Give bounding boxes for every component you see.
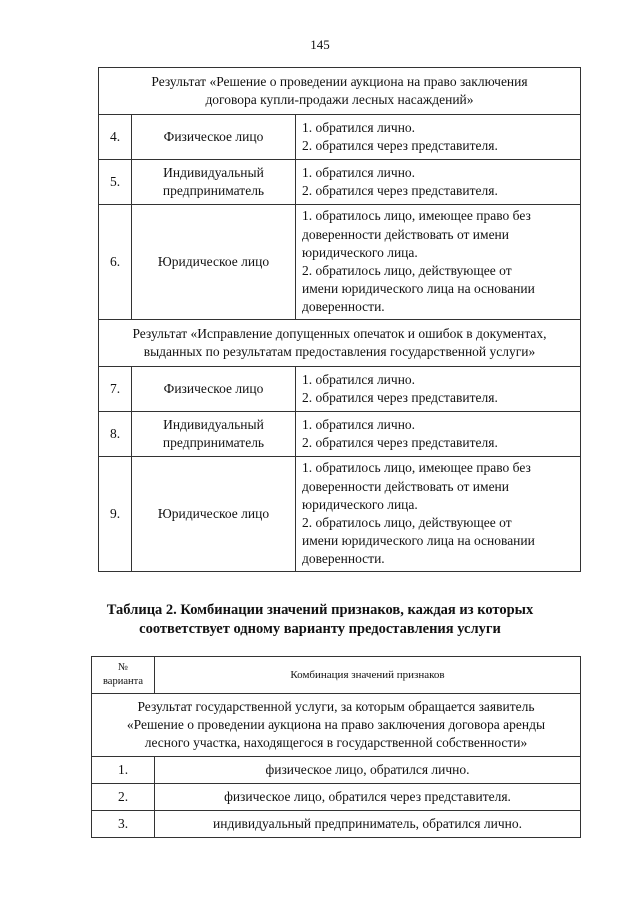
result-line: Результат «Исправление допущенных опечаток и ошибок в документах, <box>132 325 547 341</box>
table-row <box>99 457 581 572</box>
header-combination: Комбинация значений признаков <box>155 657 581 694</box>
applicant-cell <box>132 205 296 320</box>
table-row <box>99 115 581 160</box>
combinations-table <box>91 656 581 838</box>
applicant-line: предприниматель <box>162 183 265 198</box>
method-cell <box>296 160 581 205</box>
method-line: 2. обратился через представителя. <box>302 138 498 153</box>
method-line: юридического лица. <box>302 244 418 260</box>
applicant-cell <box>132 412 296 457</box>
row-number: 7. <box>99 367 132 412</box>
method-line: 2. обратилось лицо, действующее от <box>302 515 512 530</box>
table-row <box>99 412 581 457</box>
method-line: доверенности действовать от имени <box>302 478 510 494</box>
result-row <box>92 694 581 757</box>
method-line: 2. обратился через представителя. <box>302 183 498 198</box>
applicant-line: Физическое лицо <box>163 380 264 396</box>
method-line: 1. обратился лично. <box>302 119 416 135</box>
method-line: 1. обратилось лицо, имеющее право без <box>302 460 531 476</box>
variant-number: 2. <box>92 784 155 811</box>
method-line: доверенности действовать от имени <box>302 226 510 242</box>
result-line: выданных по результатам предоставления государственной услуги» <box>143 344 536 359</box>
method-cell <box>296 115 581 160</box>
table-row <box>92 811 581 838</box>
result-row <box>99 68 581 115</box>
result-line: Результат государственной услуги, за которым обращается заявитель <box>137 698 535 714</box>
method-line: 2. обратился через представителя. <box>302 390 498 405</box>
method-line: 2. обратился через представителя. <box>302 435 498 450</box>
table-row <box>99 205 581 320</box>
page-number: 145 <box>310 37 330 52</box>
result-line: лесного участка, находящегося в государственной собственности» <box>144 735 528 751</box>
result-line: «Решение о проведении аукциона на право заключения договора аренды <box>126 716 546 732</box>
applicant-line: Юридическое лицо <box>157 505 270 521</box>
table-row <box>92 784 581 811</box>
method-line: 2. обратилось лицо, действующее от <box>302 263 512 278</box>
method-line: имени юридического лица на основании <box>302 533 535 549</box>
result-cell <box>99 68 581 115</box>
applicant-cell <box>132 115 296 160</box>
row-number: 9. <box>99 457 132 572</box>
result-cell <box>92 694 581 757</box>
method-cell <box>296 367 581 412</box>
table-row <box>99 160 581 205</box>
applicant-line: Юридическое лицо <box>157 253 270 269</box>
applicant-line: Индивидуальный <box>163 164 264 180</box>
method-line: имени юридического лица на основании <box>302 281 535 297</box>
variants-table <box>98 67 581 572</box>
applicant-line: Физическое лицо <box>163 128 264 144</box>
combination-cell: физическое лицо, обратился через представителя. <box>155 784 581 811</box>
row-number: 4. <box>99 115 132 160</box>
applicant-cell <box>132 367 296 412</box>
table-row <box>92 757 581 784</box>
method-cell <box>296 457 581 572</box>
result-row <box>99 320 581 367</box>
applicant-line: предприниматель <box>162 435 265 450</box>
variant-number: 1. <box>92 757 155 784</box>
method-cell <box>296 412 581 457</box>
table-row <box>99 367 581 412</box>
method-line: доверенности. <box>302 299 385 315</box>
variant-number: 3. <box>92 811 155 838</box>
header-line: варианта <box>102 676 143 687</box>
header-variant-number <box>92 657 155 694</box>
row-number: 8. <box>99 412 132 457</box>
caption-line: Таблица 2. Комбинации значений признаков, каждая из которых <box>106 602 534 618</box>
result-cell <box>99 320 581 367</box>
result-line: договора купли-продажи лесных насаждений» <box>205 92 474 107</box>
method-line: 1. обратился лично. <box>302 371 416 387</box>
applicant-cell <box>132 160 296 205</box>
method-line: 1. обратилось лицо, имеющее право без <box>302 208 531 224</box>
combination-cell: физическое лицо, обратился лично. <box>155 757 581 784</box>
combination-cell: индивидуальный предприниматель, обратился лично. <box>155 811 581 838</box>
row-number: 6. <box>99 205 132 320</box>
row-number: 5. <box>99 160 132 205</box>
header-row <box>92 657 581 694</box>
method-line: 1. обратился лично. <box>302 164 416 180</box>
header-line: № <box>117 662 129 674</box>
method-line: юридического лица. <box>302 496 418 512</box>
caption-line: соответствует одному варианту предоставления услуги <box>139 621 501 638</box>
applicant-cell <box>132 457 296 572</box>
applicant-line: Индивидуальный <box>163 416 264 432</box>
method-cell <box>296 205 581 320</box>
method-line: доверенности. <box>302 551 385 567</box>
result-line: Результат «Решение о проведении аукциона на право заключения <box>151 73 528 89</box>
table-caption <box>60 601 580 639</box>
method-line: 1. обратился лично. <box>302 416 416 432</box>
